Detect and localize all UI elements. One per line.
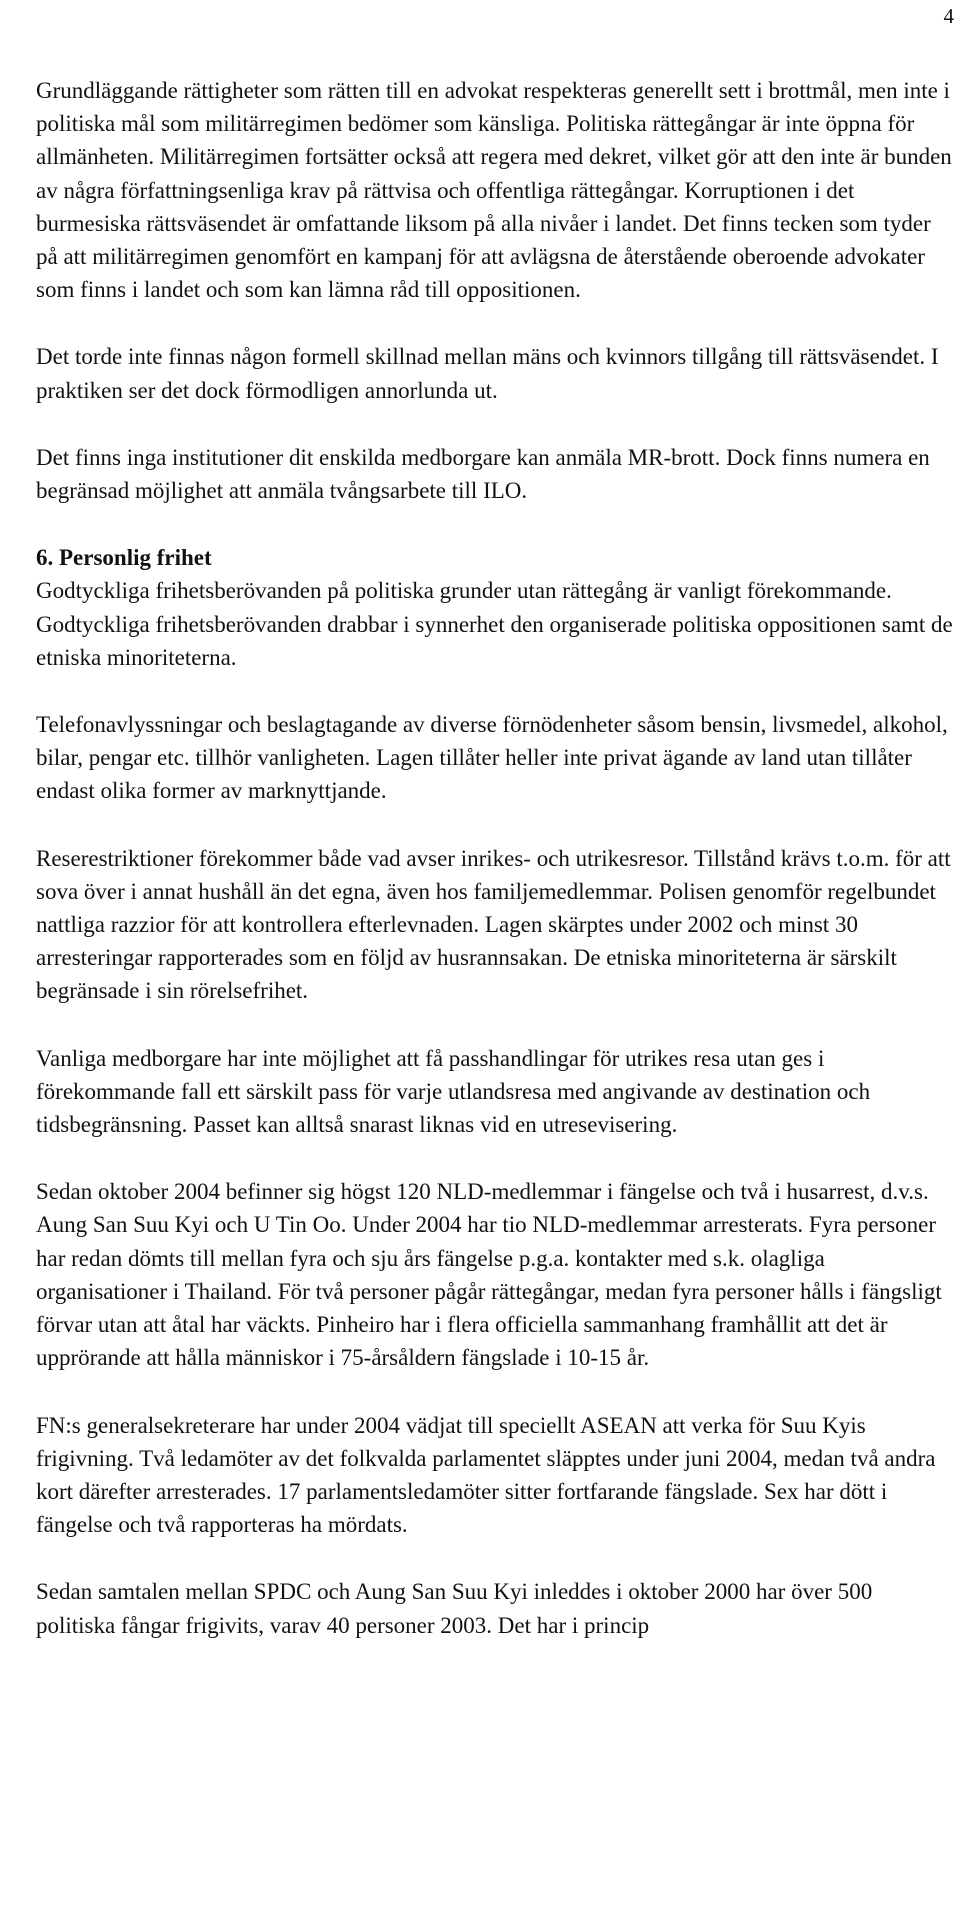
document-body: [36, 74, 954, 1642]
section-intro-paragraph: Godtyckliga frihetsberövanden på politiska grunder utan rättegång är vanligt förekommande. Godtyckliga frihetsberövanden drabbar i synnerhet den organiserade politiska oppositionen samt de etniska minoriteterna.: [36, 578, 953, 670]
paragraph-mr-complaints: Det finns inga institutioner dit enskilda medborgare kan anmäla MR-brott. Dock finns numera en begränsad möjlighet att anmäla tvångsarbete till ILO.: [36, 444, 930, 504]
page-number: 4: [943, 4, 954, 28]
paragraph-legal-rights: Grundläggande rättigheter som rätten till en advokat respekteras generellt sett i brottmål, men inte i politiska mål som militärregimen bedömer som känsliga. Politiska rättegångar är inte öppna för allmänheten. Militärregimen fortsätter också att regera med dekret, vilket gör att den inte är bunden av några författningsenliga krav på rättvisa och offentliga rättegångar. Korruptionen i det burmesiska rättsväsendet är omfattande liksom på alla nivåer i landet. Det finns tecken som tyder på att militärregimen genomfört en kampanj för att avlägsna de återstående oberoende advokater som finns i landet och som kan lämna råd till oppositionen.: [36, 78, 952, 303]
paragraph-travel-restrictions: Reserestriktioner förekommer både vad avser inrikes- och utrikesresor. Tillstånd krävs t.o.m. för att sova över i annat hushåll än det egna, även hos familjemedlemmar. Polisen genomför regelbundet nattliga razzior för att kontrollera efterlevnaden. Lagen skärptes under 2002 och minst 30 arresteringar rapporterades som en följd av husrannsakan. De etniska minoriteterna är särskilt begränsade i sin rörelsefrihet.: [36, 845, 951, 1004]
section-personal-freedom: [36, 541, 954, 674]
paragraph-gender-equality: Det torde inte finnas någon formell skillnad mellan mäns och kvinnors tillgång till rättsväsendet. I praktiken ser det dock förmodligen annorlunda ut.: [36, 344, 939, 403]
paragraph-surveillance: Telefonavlyssningar och beslagtagande av diverse förnödenheter såsom bensin, livsmedel, alkohol, bilar, pengar etc. tillhör vanligheten. Lagen tillåter heller inte privat ägande av land utan tillåter endast olika former av marknyttjande.: [36, 712, 948, 804]
paragraph-releases: Sedan samtalen mellan SPDC och Aung San Suu Kyi inleddes i oktober 2000 har över 500 politiska fångar frigivits, varav 40 personer 2003. Det har i princip: [36, 1579, 873, 1638]
paragraph-passports: Vanliga medborgare har inte möjlighet att få passhandlingar för utrikes resa utan ges i förekommande fall ett särskilt pass för varje utlandsresa med angivande av destination och tidsbegränsning. Passet kan alltså snarast liknas vid en utresevisering.: [36, 1045, 871, 1138]
section-heading: 6. Personlig frihet: [36, 545, 212, 571]
paragraph-un-appeal: FN:s generalsekreterare har under 2004 vädjat till speciellt ASEAN att verka för Suu Kyis frigivning. Två ledamöter av det folkvalda parlamentet släpptes under juni 2004, medan två andra kort därefter arresterades. 17 parlamentsledamöter sitter fortfarande fängslade. Sex har dött i fängelse och två rapporteras ha mördats.: [36, 1412, 936, 1538]
paragraph-political-prisoners: Sedan oktober 2004 befinner sig högst 120 NLD-medlemmar i fängelse och två i husarrest, d.v.s. Aung San Suu Kyi och U Tin Oo. Under 2004 har tio NLD-medlemmar arresterats. Fyra personer har redan dömts till mellan fyra och sju års fängelse p.g.a. kontakter med s.k. olagliga organisationer i Thailand. För två personer pågår rättegångar, medan fyra personer hålls i fängsligt förvar utan att åtal har väckts. Pinheiro har i flera officiella sammanhang framhållit att det är upprörande att hålla människor i 75-årsåldern fängslade i 10-15 år.: [36, 1179, 942, 1371]
